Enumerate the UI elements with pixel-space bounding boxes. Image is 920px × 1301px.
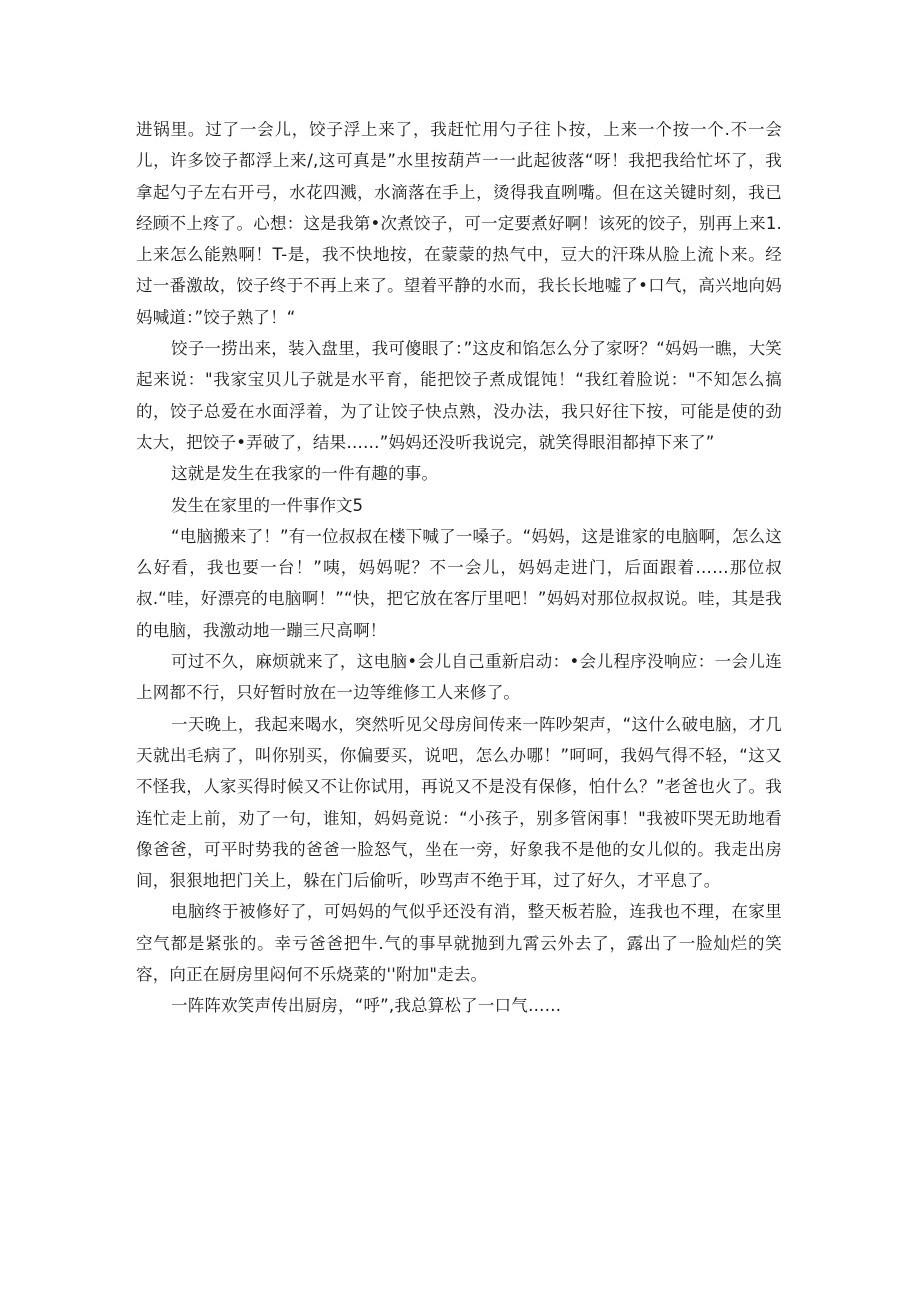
paragraph-1: 进锅里。过了一会儿，饺子浮上来了，我赶忙用勺子往卜按，上来一个按一个.不一会儿，许多饺子都浮上来/,这可真是”水里按葫芦一一此起彼落“呀！我把我给忙坏了，我拿起勺子左右开弓，水花四溅，水滴落在手上，烫得我直咧嘴。但在这关键时刻，我已经顾不上疼了。心想：这是我第•次煮饺子，可一定要煮好啊！该死的饺子，别再上来1.上来怎么能熟啊！T-是，我不快地按，在蒙蒙的热气中，豆大的汗珠从脸上流卜来。经过一番激故，饺子终于不再上来了。望着平静的水而，我长长地嘘了•口气，高兴地向妈妈喊道：”饺子熟了！“	[136, 120, 782, 327]
section-title: 发生在家里的一件事作文5	[171, 495, 363, 515]
paragraph-6: 一天晚上，我起来喝水，突然听见父母房间传来一阵吵架声，“这什么破电脑，才几天就出毛病了，叫你别买，你偏要买，说吧，怎么办哪！”呵呵，我妈气得不轻，“这又不怪我，人家买得时候又不让你试用，再说又不是没有保修，怕什么？”老爸也火了。我连忙走上前，劝了一句，谁知，妈妈竟说：“小孩子，别多管闲事！"我被吓哭无助地看像爸爸，可平时势我的爸爸一脸怒气，坐在一旁，好象我不是他的女儿似的。我走出房间，狠狠地把门关上，躲在门后偷听，吵骂声不绝于耳，过了好久，才平息了。	[136, 714, 782, 891]
paragraph-5: 可过不久，麻烦就来了，这电脑•会儿自己重新启动：•会儿程序没响应：一会儿连上网都不行，只好暂时放在一边等维修工人来修了。	[136, 652, 782, 703]
paragraph-2: 饺子一捞出来，装入盘里，我可傻眼了：”这皮和馅怎么分了家呀？“妈妈一瞧，大笑起来说："我家宝贝儿子就是水平育，能把饺子煮成馄饨！“我红着脸说："不知怎么搞的，饺子总爱在水面浮着，为了让饺子快点熟，没办法，我只好往下按，可能是使的劲太大，把饺子•弄破了，结果……”妈妈还没听我说完，就笑得眼泪都掉下来了”	[136, 339, 782, 452]
paragraph-8: 一阵阵欢笑声传出厨房，“呼”,我总算松了一口气……	[171, 996, 562, 1016]
paragraph-7: 电脑终于被修好了，可妈妈的气似乎还没有消，整天板若脸，连我也不理，在家里空气都是紧张的。幸亏爸爸把牛.气的事早就抛到九霄云外去了，露出了一脸灿烂的笑容，向正在厨房里闷何不乐烧菜的''附加"走去。	[136, 902, 782, 985]
paragraph-3: 这就是发生在我家的一件有趣的事。	[171, 464, 439, 484]
paragraph-4: “电脑搬来了！”有一位叔叔在楼下喊了一嗓子。“妈妈，这是谁家的电脑啊，怎么这么好看，我也要一台！”咦，妈妈呢？不一会儿，妈妈走进门，后面跟着……那位叔叔.“哇，好漂亮的电脑啊！”“快，把它放在客厅里吧！”妈妈对那位叔叔说。哇，其是我的电脑，我激动地一蹦三尺高啊！	[136, 526, 782, 640]
document-body	[136, 114, 782, 1022]
